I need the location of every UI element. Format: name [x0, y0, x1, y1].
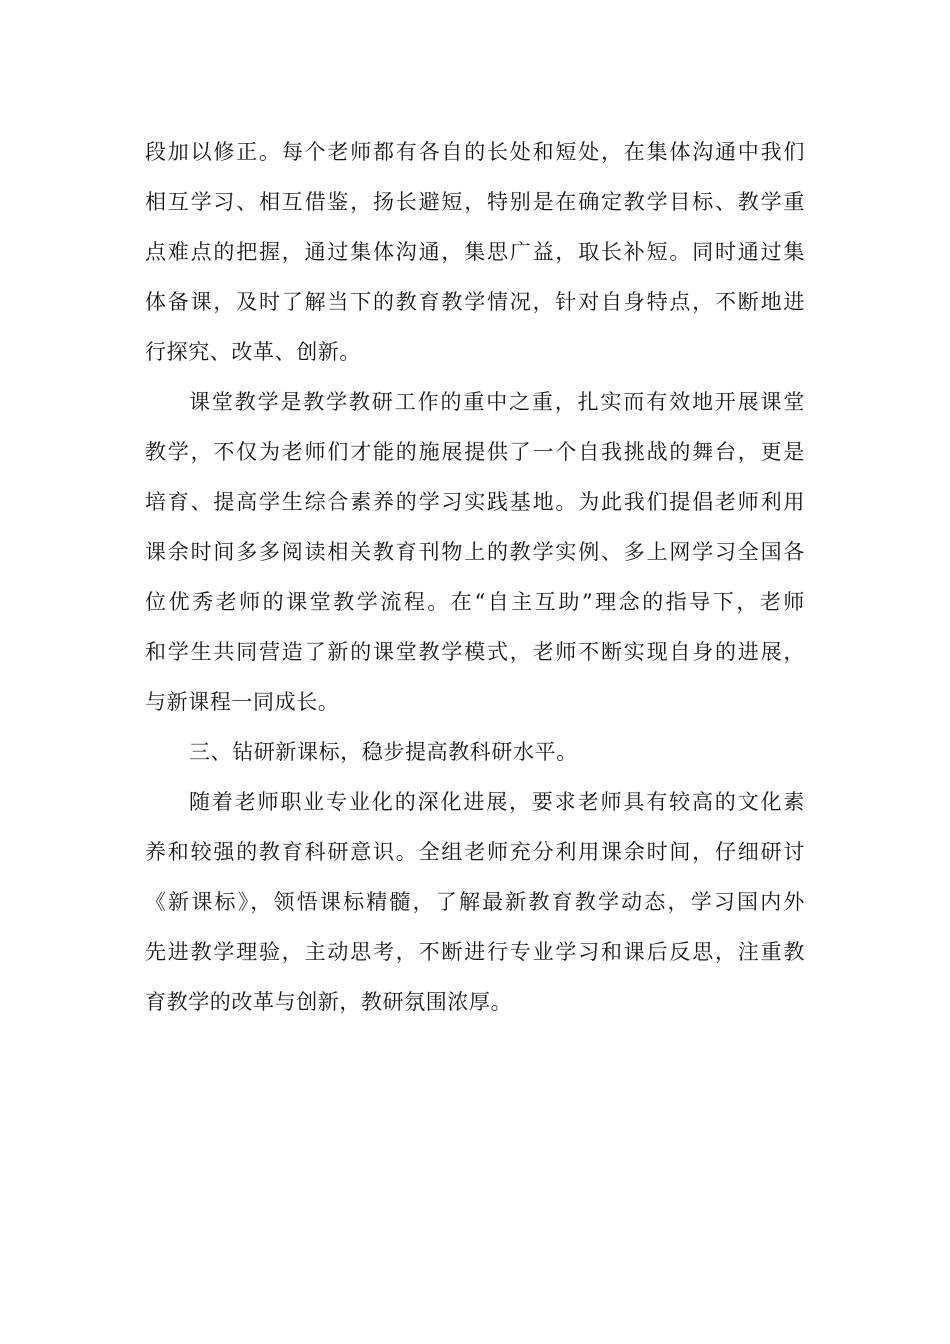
text-line: 育教学的改革与创新，教研氛围浓厚。	[145, 990, 513, 1014]
paragraph-start-line: 课堂教学是教学教研工作的重中之重，扎实而有效地开展课堂	[189, 390, 805, 414]
text-line: 体备课，及时了解当下的教育教学情况，针对自身特点，不断地进	[145, 290, 805, 314]
text-line: 课余时间多多阅读相关教育刊物上的教学实例、多上网学习全国各	[145, 540, 805, 564]
section-heading: 三、钻研新课标，稳步提高教科研水平。	[189, 740, 578, 764]
text-line: 与新课程一同成长。	[145, 690, 340, 714]
paragraph-start-line: 随着老师职业专业化的深化进展，要求老师具有较高的文化素	[189, 790, 805, 814]
document-body	[145, 127, 805, 1027]
text-line: 点难点的把握，通过集体沟通，集思广益，取长补短。同时通过集	[145, 240, 805, 264]
text-line: 相互学习、相互借鉴，扬长避短，特别是在确定教学目标、教学重	[145, 190, 805, 214]
text-line: 和学生共同营造了新的课堂教学模式，老师不断实现自身的进展，	[145, 640, 805, 664]
text-line: 段加以修正。每个老师都有各自的长处和短处，在集体沟通中我们	[145, 140, 805, 164]
text-line: 位优秀老师的课堂教学流程。在“自主互助”理念的指导下，老师	[145, 590, 805, 614]
text-line: 《新课标》，领悟课标精髓，了解最新教育教学动态，学习国内外	[145, 890, 805, 914]
text-line: 培育、提高学生综合素养的学习实践基地。为此我们提倡老师利用	[145, 490, 805, 514]
text-line: 先进教学理验，主动思考，不断进行专业学习和课后反思，注重教	[145, 940, 805, 964]
text-line: 养和较强的教育科研意识。全组老师充分利用课余时间，仔细研讨	[145, 840, 805, 864]
text-line: 行探究、改革、创新。	[145, 340, 361, 364]
text-line: 教学，不仅为老师们才能的施展提供了一个自我挑战的舞台，更是	[145, 440, 805, 464]
